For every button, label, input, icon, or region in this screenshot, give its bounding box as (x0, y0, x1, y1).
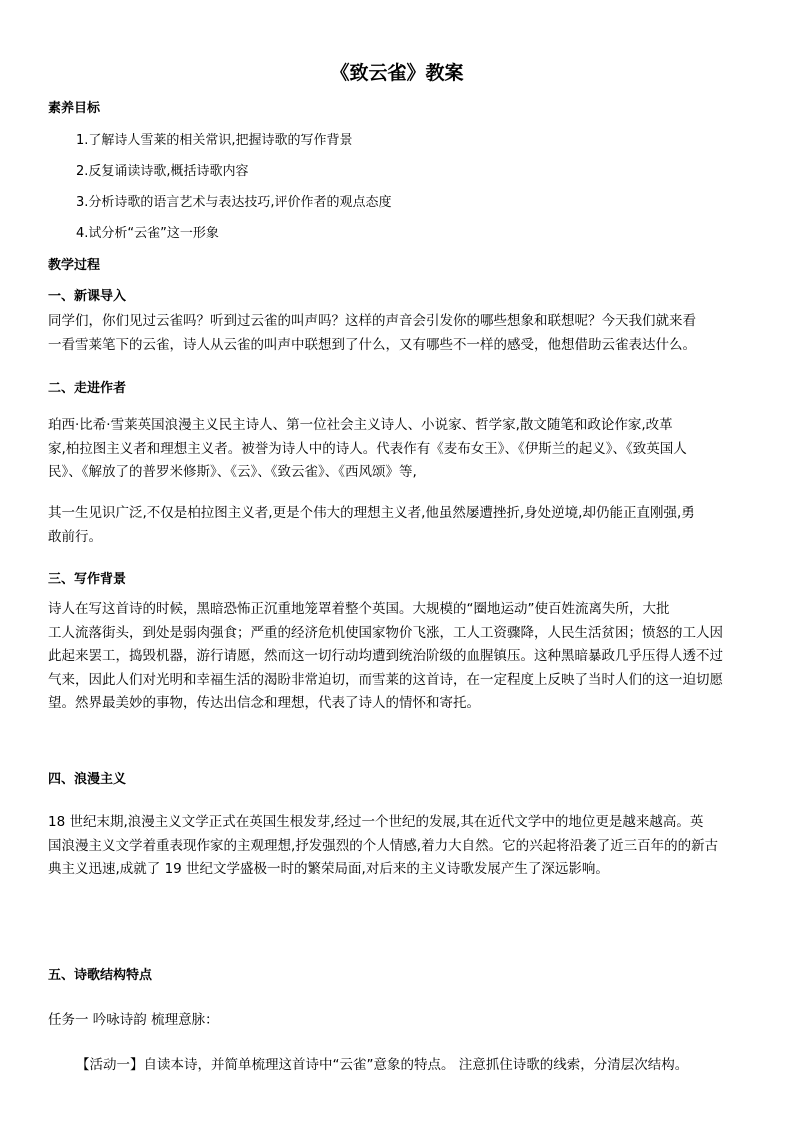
paragraph-line: 18 世纪末期,浪漫主义文学正式在英国生根发芽,经过一个世纪的发展,其在近代文学中的地位更是越来越高。英 (48, 814, 704, 830)
paragraph-line: 家,柏拉图主义者和理想主义者。被誉为诗人中的诗人。代表作有《麦布女王》、《伊斯兰的起义》、《致英国人 (48, 440, 687, 457)
paragraph-line: 望。然界最美妙的事物，传达出信念和理想，代表了诗人的情怀和寄托。 (48, 695, 480, 711)
goal-item: 3.分析诗歌的语言艺术与表达技巧,评价作者的观点态度 (76, 195, 392, 210)
background-paragraph (48, 598, 748, 716)
section-heading-romanticism: 四、浪漫主义 (48, 772, 127, 787)
author-paragraph-2 (48, 502, 748, 549)
document-title: 《致云雀》教案 (330, 62, 464, 84)
section-heading-author: 二、走进作者 (48, 381, 127, 396)
goal-item: 1.了解诗人雪莱的相关常识,把握诗歌的写作背景 (76, 133, 353, 148)
goal-item: 4.试分析“云雀”这一形象 (76, 226, 219, 241)
process-heading: 教学过程 (48, 258, 101, 273)
goal-item: 2.反复诵读诗歌,概括诗歌内容 (76, 164, 249, 179)
task-line: 任务一 吟咏诗韵 梳理意脉： (48, 1012, 219, 1028)
paragraph-line: 敢前行。 (48, 528, 102, 545)
paragraph-line: 典主义迅速,成就了 19 世纪文学盛极一时的繁荣局面,对后来的主义诗歌发展产生了深远影响。 (48, 861, 609, 877)
paragraph-line: 其一生见识广泛,不仅是柏拉图主义者,更是个伟大的理想主义者,他虽然屡遭挫折,身处逆境,却仍能正直刚强,勇 (48, 505, 695, 521)
author-paragraph (48, 414, 748, 485)
paragraph-line: 一看雪莱笔下的云雀，诗人从云雀的叫声中联想到了什么，又有哪些不一样的感受，他想借助云雀表达什么。 (48, 336, 696, 353)
paragraph-line: 工人流落街头，到处是弱肉强食；严重的经济危机使国家物价飞涨，工人工资骤降，人民生活贫困；愤怒的工人因 (48, 624, 723, 641)
section-heading-intro: 一、新课导入 (48, 289, 127, 304)
paragraph-line: 民》、《解放了的普罗米修斯》、《云》、《致云雀》、《西风颂》等, (48, 464, 417, 480)
paragraph-line: 此起来罢工，捣毁机器，游行请愿，然而这一切行动均遭到统治阶级的血腥镇压。这种黑暗暴政几乎压得人透不过 (48, 648, 723, 664)
activity-line: 【活动一】自读本诗，并简单梳理这首诗中“云雀”意象的特点。 注意抓住诗歌的线索，分清层次结构。 (76, 1057, 689, 1073)
paragraph-line: 诗人在写这首诗的时候，黑暗恐怖正沉重地笼罩着整个英国。大规模的“圈地运动”使百姓流离失所，大批 (48, 601, 670, 617)
paragraph-line: 气来，因此人们对光明和幸福生活的渴盼非常迫切，而雪莱的这首诗，在一定程度上反映了当时人们的这一迫切愿 (48, 671, 723, 688)
paragraph-line: 同学们，你们见过云雀吗？听到过云雀的叫声吗？这样的声音会引发你的哪些想象和联想呢？今天我们就来看 (48, 313, 696, 329)
intro-paragraph (48, 310, 748, 357)
goals-heading: 素养目标 (48, 101, 101, 116)
section-heading-structure: 五、诗歌结构特点 (48, 968, 153, 983)
paragraph-line: 国浪漫主义文学着重表现作家的主观理想,抒发强烈的个人情感,着力大自然。它的兴起将沿袭了近三百年的的新古 (48, 837, 719, 854)
romanticism-paragraph (48, 811, 748, 882)
paragraph-line: 珀西·比希·雪莱英国浪漫主义民主诗人、第一位社会主义诗人、小说家、哲学家,散文随笔和政论作家,改革 (48, 417, 673, 433)
section-heading-background: 三、写作背景 (48, 572, 127, 587)
